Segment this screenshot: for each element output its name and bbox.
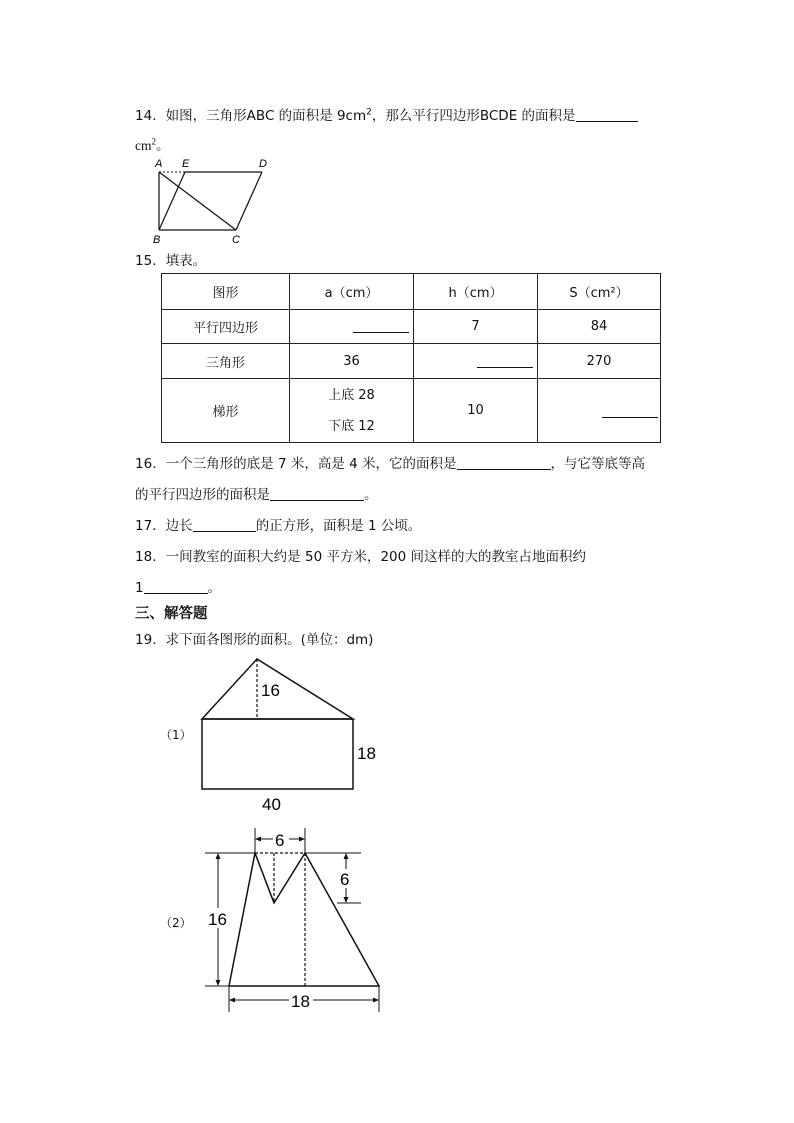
fig1-tag: （1） [160,728,192,742]
fig2-right-arrow-top [344,853,349,859]
q18-number: 18 [135,549,153,565]
q18-answer-blank[interactable] [144,579,208,594]
fig2-right-arrow-bottom [344,897,349,903]
fig2-top-label: 6 [275,831,285,850]
q14-answer-blank[interactable] [576,107,638,122]
fig1-side-label: 18 [357,744,376,763]
q14-line1 [135,104,638,124]
header-a: a（cm） [290,274,414,310]
q17-line [135,514,421,534]
answer-cell[interactable] [290,310,414,344]
q14-text-b: ，那么平行四边形BCDE 的面积是 [371,108,576,124]
row-shape: 梯形 [162,379,290,443]
answer-blank[interactable] [353,320,409,333]
q16-number: 16 [135,456,153,472]
row-shape: 三角形 [162,344,290,379]
header-h: h（cm） [414,274,538,310]
q18-line2 [135,576,221,596]
q16-line2 [135,483,378,503]
q18-line2-end: 。 [207,580,222,596]
q17-number: 17 [135,518,153,534]
q14-line-BE [159,172,185,230]
row-s: 84 [538,310,661,344]
q16-line2-a: 的平行四边形的面积是 [135,487,270,503]
q16-line2-b: 。 [364,487,378,503]
q14-label-C: C [232,234,240,246]
row-a-top: 上底 28 [328,387,375,403]
q18-line1: ．一间教室的面积大约是 50 平方米，200 间这样的大的教室占地面积约 [152,549,587,565]
q14-line-AC [159,172,236,230]
fig1-rectangle [202,719,353,789]
q15-line [135,249,206,269]
q19-number: 19 [135,632,153,648]
q16-line1-b: ，与它等底等高 [550,456,646,472]
q16-answer-blank-1[interactable] [457,455,551,470]
q14-line2 [135,134,170,154]
q14-label-D: D [259,158,267,170]
q14-label-A: A [155,158,163,170]
fig2-notched-figure [200,826,390,1018]
fig2-left-arrow-top [216,853,221,859]
answer-blank[interactable] [477,355,533,368]
header-s: S（cm²） [538,274,661,310]
fig2-top-arrow-right [299,837,305,842]
q14-line-DC [236,172,262,230]
q14-label-E: E [182,158,190,170]
q15-text: ．填表。 [152,253,207,269]
row-a-trapezoid [290,379,414,443]
row-h: 10 [414,379,538,443]
answer-cell[interactable] [538,379,661,443]
q16-line1 [135,452,645,472]
table-row [162,310,661,344]
fig2-outline [229,853,379,986]
q18-line2-prefix: 1 [135,580,144,596]
q14-unit: cm [135,138,152,153]
q14-end: 。 [156,138,170,153]
fig2-base-label: 18 [291,992,310,1011]
q17-text-a: ．边长 [152,518,193,534]
header-shape: 图形 [162,274,290,310]
q18-line1 [135,545,586,565]
fig2-height-label: 16 [208,910,227,929]
fig2-left-arrow-bottom [216,980,221,986]
table-row [162,344,661,379]
fig2-bottom-arrow-left [229,998,235,1003]
fig2-top-arrow-left [255,837,261,842]
q14-sup2: 2 [151,136,156,147]
row-shape: 平行四边形 [162,310,290,344]
q14-text-a: ．如图，三角形ABC 的面积是 9cm [152,108,367,124]
fig2-notch-label: 6 [340,870,350,889]
table-row [162,379,661,443]
q14-parallelogram-figure [150,155,280,247]
q17-answer-blank[interactable] [193,517,256,532]
table-header-row [162,274,661,310]
fig1-height-label: 16 [261,681,280,700]
row-a-bottom: 下底 12 [328,418,375,434]
q15-fill-table [161,273,661,443]
fig2-tag: （2） [160,916,192,930]
row-h: 7 [414,310,538,344]
fig1-base-label: 40 [262,795,281,814]
q15-number: 15 [135,253,153,269]
q19-text: ．求下面各图形的面积。(单位：dm) [152,632,374,648]
q14-label-B: B [153,234,161,246]
q14-sup1: 2 [366,107,372,118]
section-3-heading: 三、解答题 [135,606,208,622]
fig1-house-figure [195,652,395,817]
q16-answer-blank-2[interactable] [270,486,364,501]
row-s: 270 [538,344,661,379]
row-a: 36 [290,344,414,379]
q16-line1-a: ．一个三角形的底是 7 米，高是 4 米，它的面积是 [152,456,457,472]
q14-number: 14 [135,108,153,124]
answer-cell[interactable] [414,344,538,379]
fig2-bottom-arrow-right [373,998,379,1003]
q19-line [135,628,373,648]
answer-blank[interactable] [602,405,658,418]
q17-text-b: 的正方形，面积是 1 公顷。 [255,518,422,534]
